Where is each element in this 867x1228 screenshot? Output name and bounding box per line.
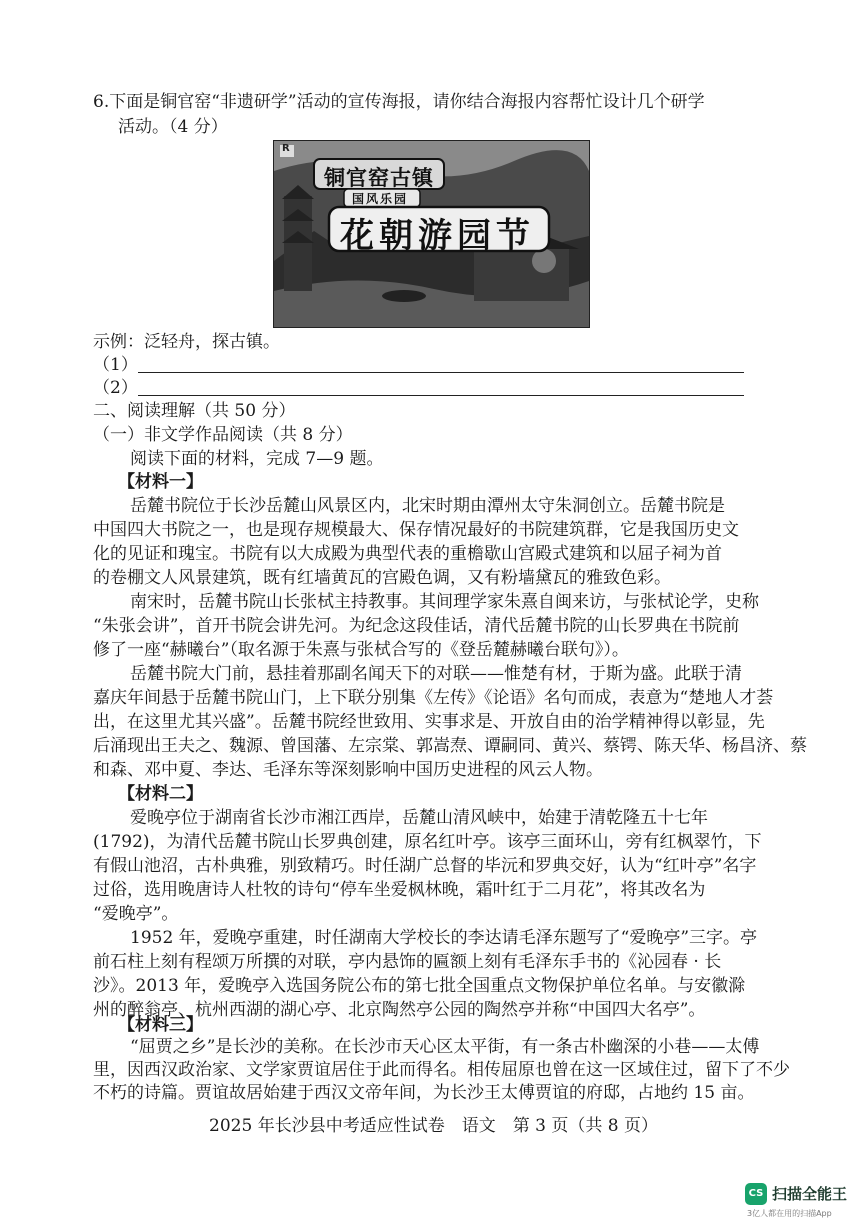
material-1-line: 后涌现出王夫之、魏源、曾国藩、左宗棠、郭嵩焘、谭嗣同、黄兴、蔡锷、陈天华、杨昌济、蔡: [93, 736, 807, 756]
material-1-line: 嘉庆年间悬于岳麓书院山门，上下联分别集《左传》《论语》名句而成，表意为“楚地人才荟: [93, 688, 774, 708]
answer-blank-1-line[interactable]: [138, 372, 744, 373]
material-2-line: 有假山池沼，古朴典雅，别致精巧。时任湖广总督的毕沅和罗典交好，认为“红叶亭”名字: [93, 856, 757, 876]
poster-image: [273, 140, 590, 328]
material-3-label: 【材料三】: [118, 1015, 203, 1035]
material-1-line: 和森、邓中夏、李达、毛泽东等深刻影响中国历史进程的风云人物。: [93, 760, 603, 780]
scanner-app-tagline: 3亿人都在用的扫描App: [747, 1209, 832, 1218]
poster-top-banner: 铜官窑古镇: [324, 165, 434, 190]
section-heading: 二、阅读理解（共 50 分）: [93, 401, 296, 421]
material-1-label: 【材料一】: [118, 472, 203, 492]
scanner-app-name: 扫描全能王: [772, 1185, 848, 1203]
question-6-example: 示例：泛轻舟，探古镇。: [93, 332, 280, 352]
material-1-line: 化的见证和瑰宝。书院有以大成殿为典型代表的重檐歇山宫殿式建筑和以屈子祠为首: [93, 544, 722, 564]
material-1-line: 南宋时，岳麓书院山长张栻主持教事。其间理学家朱熹自闽来访，与张栻论学，史称: [130, 592, 759, 612]
material-1-line: 修了一座“赫曦台”（取名源于朱熹与张栻合写的《登岳麓赫曦台联句》）。: [93, 640, 629, 660]
reading-instruction: 阅读下面的材料，完成 7—9 题。: [130, 449, 384, 469]
scanner-watermark: [745, 1180, 857, 1220]
material-1-line: 的卷棚文人风景建筑，既有红墙黄瓦的宫殿色调，又有粉墙黛瓦的雅致色彩。: [93, 568, 671, 588]
question-6-text-cont: 活动。（4 分）: [118, 117, 228, 137]
poster-title: 花朝游园节: [340, 216, 535, 256]
poster-logo-mark: R: [282, 143, 290, 154]
material-2-line: “爱晚亭”。: [93, 904, 179, 924]
material-1-line: 岳麓书院大门前，悬挂着那副名闻天下的对联——惟楚有材，于斯为盛。此联于清: [130, 664, 742, 684]
material-2-label: 【材料二】: [118, 784, 203, 804]
material-2-line: 州的醉翁亭、杭州西湖的湖心亭、北京陶然亭公园的陶然亭并称“中国四大名亭”。: [93, 1000, 706, 1020]
material-3-line: 里，因西汉政治家、文学家贾谊居住于此而得名。相传屈原也曾在这一区域住过，留下了不少: [93, 1060, 790, 1080]
material-1-line: 岳麓书院位于长沙岳麓山风景区内，北宋时期由潭州太守朱洞创立。岳麓书院是: [130, 496, 725, 516]
material-1-line: “朱张会讲”，首开书院会讲先河。为纪念这段佳话，清代岳麓书院的山长罗典在书院前: [93, 616, 740, 636]
material-2-line: 前石柱上刻有程颂万所撰的对联，亭内悬饰的匾额上刻有毛泽东手书的《沁园春 · 长: [93, 952, 722, 972]
material-2-line: (1792)，为清代岳麓书院山长罗典创建，原名红叶亭。该亭三面环山，旁有红枫翠竹，下: [93, 832, 762, 852]
material-2-line: 1952 年，爱晚亭重建，时任湖南大学校长的李达请毛泽东题写了“爱晚亭”三字。亭: [130, 928, 758, 948]
answer-blank-2-line[interactable]: [138, 395, 744, 396]
answer-blank-1-label: （1）: [93, 355, 138, 375]
material-2-line: 沙》。2013 年，爱晚亭入选国务院公布的第七批全国重点文物保护单位名单。与安徽滁: [93, 976, 746, 996]
answer-blank-2-label: （2）: [93, 378, 138, 398]
scanner-logo-icon: CS: [745, 1183, 767, 1205]
sub-section-heading: （一）非文学作品阅读（共 8 分）: [93, 425, 353, 445]
poster-sub-banner: 国风乐园: [352, 192, 409, 206]
material-2-line: 过俗，选用晚唐诗人杜牧的诗句“停车坐爱枫林晚，霜叶红于二月花”，将其改名为: [93, 880, 706, 900]
material-1-line: 出，在这里尤其兴盛”。岳麓书院经世致用、实事求是、开放自由的治学精神得以彰显，先: [93, 712, 765, 732]
material-2-line: 爱晚亭位于湖南省长沙市湘江西岸，岳麓山清风峡中，始建于清乾隆五十七年: [130, 808, 708, 828]
material-3-line: 不朽的诗篇。贾谊故居始建于西汉文帝年间，为长沙王太傅贾谊的府邸，占地约 15 亩。: [93, 1083, 755, 1103]
material-3-line: “屈贾之乡”是长沙的美称。在长沙市天心区太平街，有一条古朴幽深的小巷——太傅: [130, 1037, 760, 1057]
question-6-text: 6.下面是铜官窑“非遗研学”活动的宣传海报，请你结合海报内容帮忙设计几个研学: [93, 92, 705, 112]
page-footer: 2025 年长沙县中考适应性试卷 语文 第 3 页（共 8 页）: [209, 1116, 658, 1136]
material-1-line: 中国四大书院之一，也是现存规模最大、保存情况最好的书院建筑群，它是我国历史文: [93, 520, 739, 540]
